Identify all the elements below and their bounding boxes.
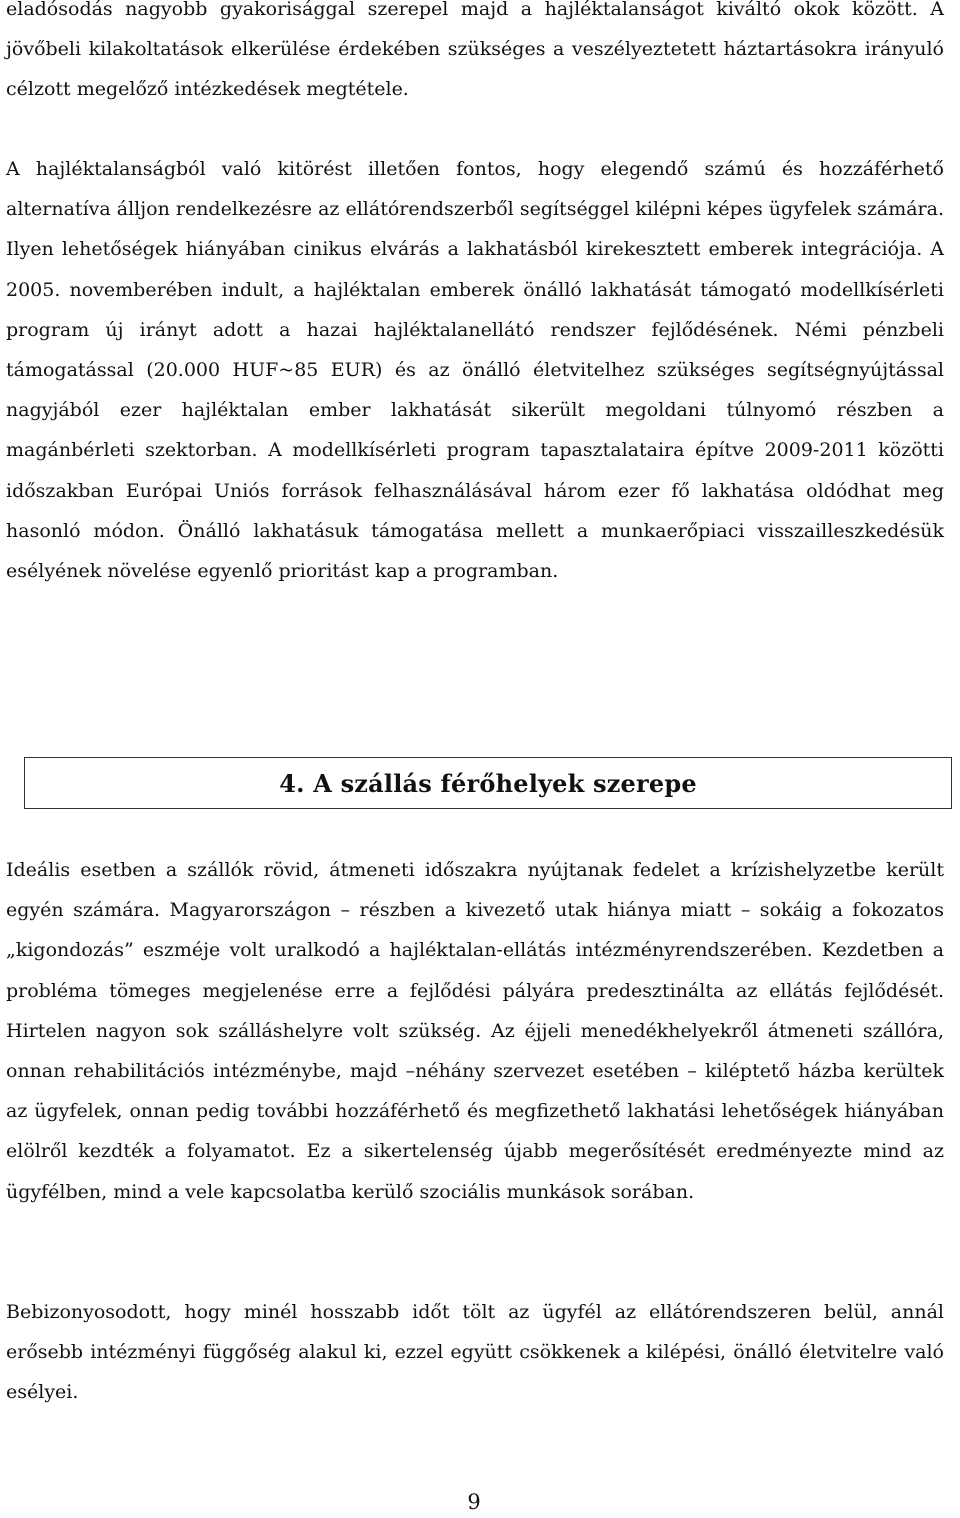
paragraph-continued: eladósodás nagyobb gyakorisággal szerepel majd a hajléktalanságot kiváltó okok között. A jövőbeli kilakoltatások elkerülése érdekében szükséges a veszélyeztetett háztartásokra irányuló célzott megelőző intézkedések megtétele.: [6, 0, 944, 101]
section-heading-box: [24, 757, 952, 809]
page-number: 9: [467, 1490, 481, 1514]
paragraph-institutional-dependence: Bebizonyosodott, hogy minél hosszabb időt tölt az ügyfél az ellátórendszeren belül, annál erősebb intézményi függőség alakul ki, ezzel együtt csökkenek a kilépési, önálló életvitelre való esélyei.: [6, 1301, 944, 1404]
paragraph-homelessness-exit: A hajléktalanságból való kitörést illetően fontos, hogy elegendő számú és hozzáférhető alternatíva álljon rendelkezésre az ellátórendszerből segítséggel kilépni képes ügyfelek számára. Ilyen lehetőségek hiányában cinikus elvárás a lakhatásból kirekesztett emberek integrációja. A 2005. novemberében indult, a hajléktalan emberek önálló lakhatását támogató modellkísérleti program új irányt adott a hazai hajléktalanellátó rendszer fejlődésének. Némi pénzbeli támogatással (20.000 HUF~85 EUR) és az önálló életvitelhez szükséges segítségnyújtással nagyjából ezer hajléktalan ember lakhatását sikerült megoldani túlnyomó részben a magánbérleti szektorban. A modellkísérleti program tapasztalataira építve 2009-2011 közötti időszakban Európai Uniós források felhasználásával három ezer fő lakhatása oldódhat meg hasonló módon. Önálló lakhatásuk támogatása mellett a munkaerőpiaci visszailleszkedésük esélyének növelése egyenlő prioritást kap a programban.: [6, 158, 944, 583]
section-heading: 4. A szállás férőhelyek szerepe: [279, 768, 697, 798]
paragraph-shelter-role: Ideális esetben a szállók rövid, átmeneti időszakra nyújtanak fedelet a krízishelyzetbe került egyén számára. Magyarországon – részben a kivezető utak hiánya miatt – sokáig a fokozatos „kigondozás” eszméje volt uralkodó a hajléktalan-ellátás intézményrendszerében. Kezdetben a probléma tömeges megjelenése erre a fejlődési pályára predesztinálta az ellátás fejlődését. Hirtelen nagyon sok szálláshelyre volt szükség. Az éjjeli menedékhelyekről átmeneti szállóra, onnan rehabilitációs intézménybe, majd –néhány szervezet esetében – kiléptető házba kerültek az ügyfelek, onnan pedig további hozzáférhető és megfizethető lakhatási lehetőségek hiányában elölről kezdték a folyamatot. Ez a sikertelenség újabb megerősítését eredményezte mind az ügyfélben, mind a vele kapcsolatba kerülő szociális munkások sorában.: [6, 859, 944, 1203]
